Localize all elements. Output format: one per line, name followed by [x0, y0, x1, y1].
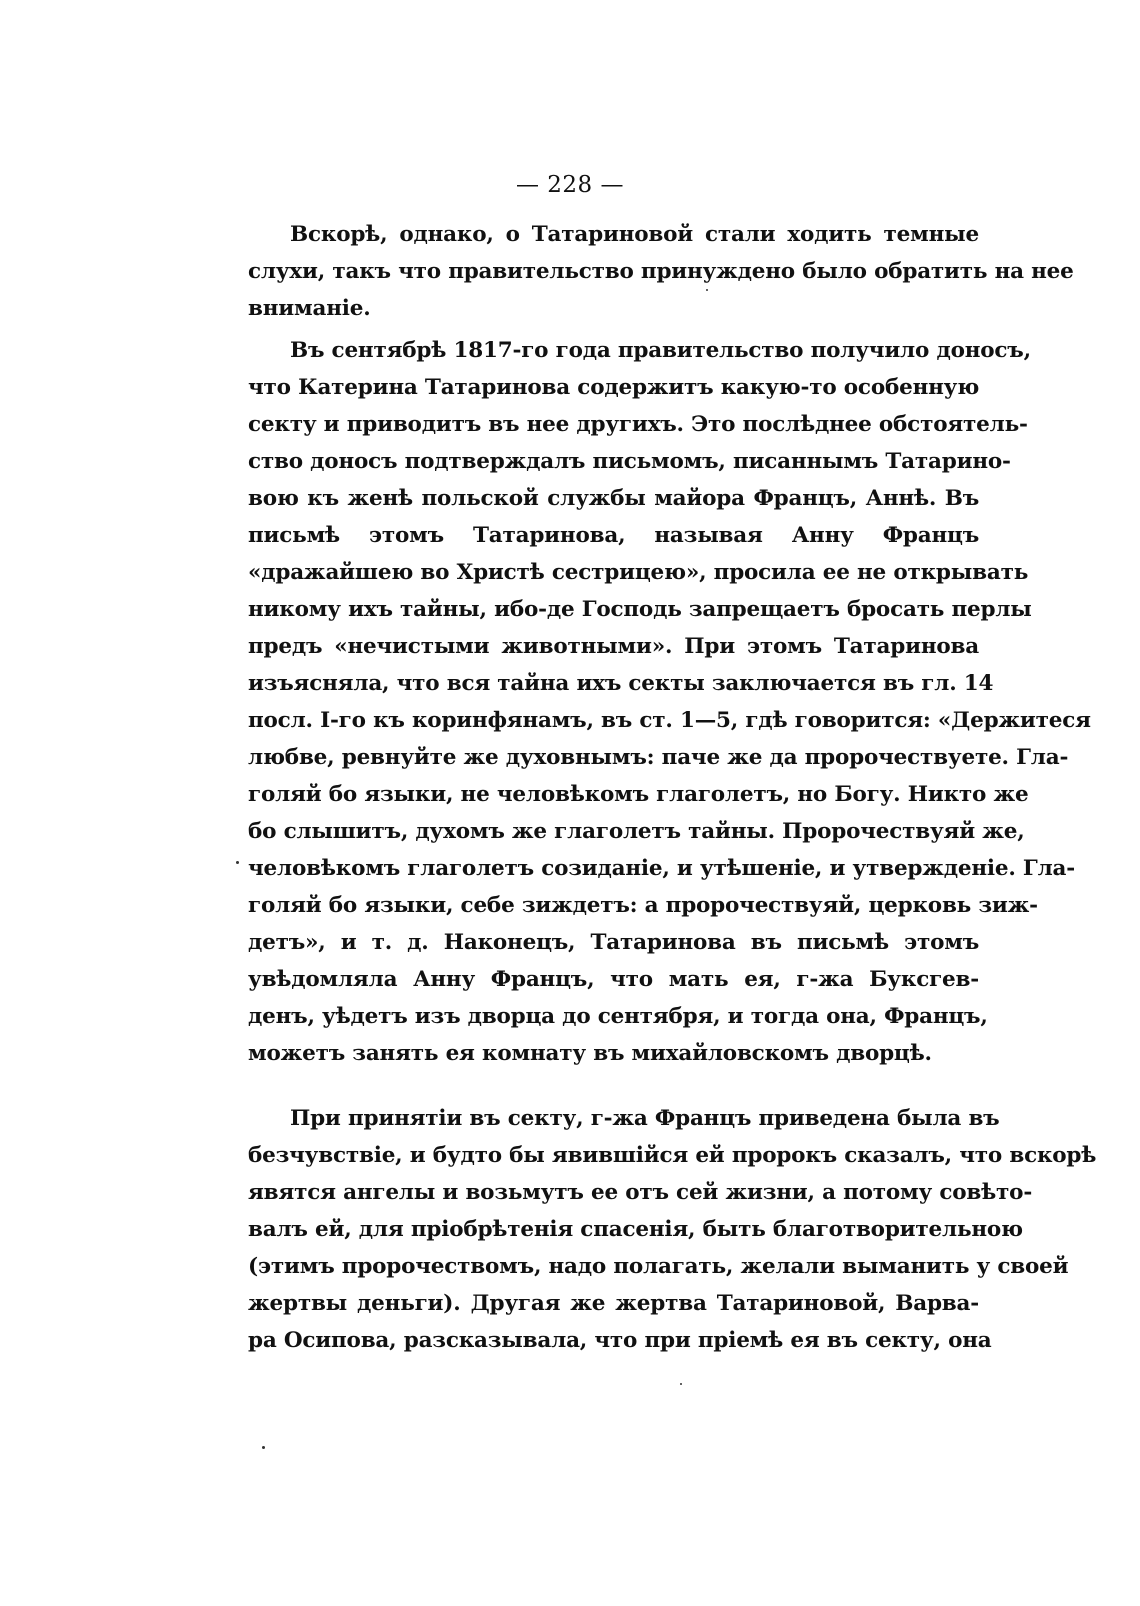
text-line: голяй бо языки, себе зиждетъ: а пророчествуяй, церковь зиж- [248, 893, 1038, 918]
page-number: — 228 — [515, 172, 625, 198]
text-line: изъясняла, что вся тайна ихъ секты заключается въ гл. 14 [248, 671, 994, 696]
text-line: безчувствіе, и будто бы явившійся ей пророкъ сказалъ, что вскорѣ [248, 1143, 1097, 1168]
scan-speck [236, 861, 239, 864]
text-line: детъ», и т. д. Наконецъ, Татаринова въ письмѣ этомъ [248, 930, 979, 955]
scan-speck [680, 1383, 682, 1385]
text-line: денъ, уѣдетъ изъ дворца до сентября, и тогда она, Францъ, [248, 1004, 988, 1029]
text-line: жертвы деньги). Другая же жертва Татариновой, Варва- [248, 1291, 979, 1316]
text-line: «дражайшею во Христѣ сестрицею», просила ее не открывать [248, 560, 1029, 585]
text-line: Вскорѣ, однако, о Татариновой стали ходить темные [290, 222, 979, 247]
text-line: посл. І-го къ коринфянамъ, въ ст. 1—5, гдѣ говорится: «Держитеся [248, 708, 1091, 733]
text-line: вою къ женѣ польской службы майора Францъ, Аннѣ. Въ [248, 486, 979, 511]
text-line: секту и приводитъ въ нее другихъ. Это послѣднее обстоятель- [248, 412, 1028, 437]
text-line: никому ихъ тайны, ибо-де Господь запрещаетъ бросать перлы [248, 597, 1032, 622]
paragraph [248, 1100, 1097, 1359]
text-line: ство доносъ подтверждалъ письмомъ, писаннымъ Татарино- [248, 449, 1011, 474]
text-line: бо слышитъ, духомъ же глаголетъ тайны. Пророчествуяй же, [248, 819, 1025, 844]
paragraph [248, 216, 1074, 327]
text-line: что Катерина Татаринова содержитъ какую-то особенную [248, 375, 980, 400]
text-line: слухи, такъ что правительство принуждено было обратить на нее [248, 259, 1074, 284]
scan-speck [262, 1446, 265, 1449]
text-line: можетъ занять ея комнату въ михайловскомъ дворцѣ. [248, 1041, 932, 1066]
scan-speck [706, 289, 708, 291]
text-line: человѣкомъ глаголетъ созиданіе, и утѣшеніе, и утвержденіе. Гла- [248, 856, 1075, 881]
text-line: голяй бо языки, не человѣкомъ глаголетъ, но Богу. Никто же [248, 782, 1029, 807]
text-line: письмѣ этомъ Татаринова, называя Анну Францъ [248, 523, 979, 548]
text-line: валъ ей, для пріобрѣтенія спасенія, быть благотворительною [248, 1217, 1023, 1242]
text-line: Въ сентябрѣ 1817-го года правительство получило доносъ, [290, 338, 1031, 363]
text-line: любве, ревнуйте же духовнымъ: паче же да пророчествуете. Гла- [248, 745, 1069, 770]
text-line: явятся ангелы и возьмутъ ее отъ сей жизни, а потому совѣто- [248, 1180, 1033, 1205]
text-line: предъ «нечистыми животными». При этомъ Татаринова [248, 634, 979, 659]
text-line: вниманіе. [248, 296, 371, 321]
text-line: (этимъ пророчествомъ, надо полагать, желали выманить у своей [248, 1254, 1069, 1279]
text-line: ра Осипова, разсказывала, что при пріемѣ ея въ секту, она [248, 1328, 992, 1353]
paragraph [248, 332, 1091, 1072]
text-line: увѣдомляла Анну Францъ, что мать ея, г-жа Буксгев- [248, 967, 979, 992]
text-line: При принятіи въ секту, г-жа Францъ приведена была въ [290, 1106, 1000, 1131]
